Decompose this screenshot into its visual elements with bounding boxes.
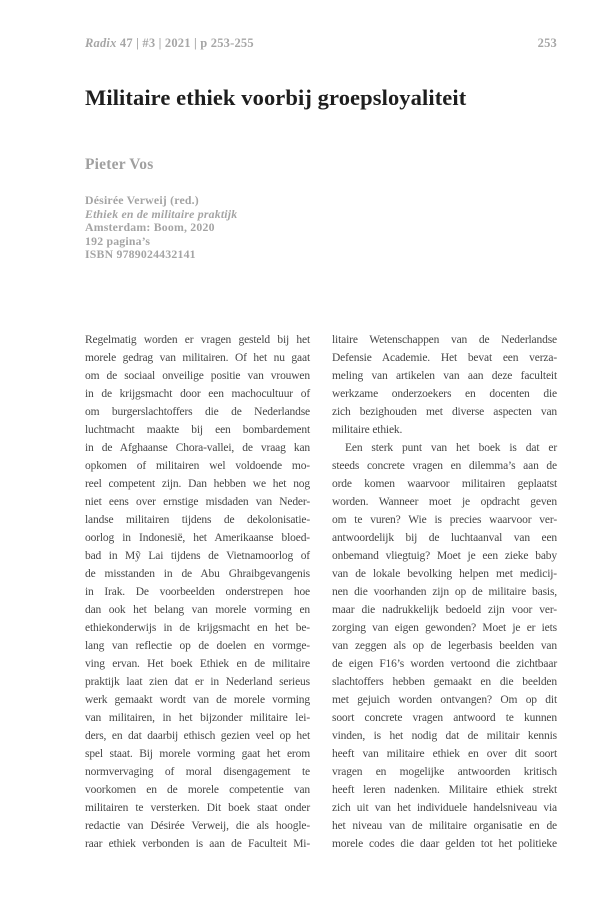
text-line: maar die nadrukkelijk bedoeld zijn voor ver- <box>332 603 557 616</box>
text-line: luchtmacht maakte bij een bombardement <box>85 423 310 436</box>
book-publisher: Amsterdam: Boom, 2020 <box>85 220 215 235</box>
review-right-column <box>332 331 557 853</box>
text-line: orde komen waarvoor militairen geplaatst <box>332 477 557 490</box>
author-name: Pieter Vos <box>85 156 154 173</box>
text-line: Een sterk punt van het boek is dat er <box>345 441 557 454</box>
text-line: lang van reflectie op de doelen en vormge- <box>85 639 310 652</box>
review-body <box>85 331 557 853</box>
review-left-column <box>85 331 310 853</box>
text-line: werkzame onderzoekers en docenten die <box>332 387 557 400</box>
text-line: oorlog in Indonesië, het Amerikaanse bloed- <box>85 531 310 544</box>
text-line: van de lokale bevolking helpen met medicij- <box>332 567 557 580</box>
text-line: het niveau van de militaire organisatie en de <box>332 819 557 832</box>
book-info-block <box>85 194 557 262</box>
text-line: om te vuren? Wie is precies waarvoor ver- <box>332 513 557 526</box>
text-line: voorkomen en de morele competentie van <box>85 783 310 796</box>
text-line: Defensie Academie. Het bevat een verza- <box>332 351 557 364</box>
page-number: 253 <box>537 36 557 50</box>
text-line: bad in Mỹ Lai tijdens de Vietnamoorlog of <box>85 549 310 562</box>
text-line: steeds concrete vragen en dilemma’s aan de <box>332 459 557 472</box>
text-line: van militairen, in het bijzonder militaire lei- <box>85 711 310 724</box>
text-line: nen die voorhanden zijn op de militaire basis, <box>332 585 557 598</box>
text-line: onbemand vliegtuig? Moet je een zieke baby <box>332 549 557 562</box>
text-line: ethiekonderwijs in de krijgsmacht en het be- <box>85 621 310 634</box>
book-editor: Désirée Verweij (red.) <box>85 193 199 207</box>
text-line: opkomen of militairen wel voldoende mo- <box>85 459 310 472</box>
journal-issue-meta: 47 | #3 | 2021 | p 253-255 <box>116 36 254 50</box>
journal-name: Radix <box>85 36 117 50</box>
text-line: heeft leren nadenken. Militaire ethiek strekt <box>332 783 557 796</box>
text-line: reel competent zijn. Dan hebben we het nog <box>85 477 310 490</box>
text-line: redactie van Désirée Verweij, die als hoogle- <box>85 819 310 832</box>
text-line: normvervaging of moral disengagement te <box>85 765 310 778</box>
text-line: vinden, is het nodig dat de militair kennis <box>332 729 557 742</box>
text-line: werk gemaakt wordt van de morele vorming <box>85 693 310 706</box>
text-line: slachtoffers hebben gemaakt en die beelden <box>332 675 557 688</box>
text-line: vragen en mogelijke antwoorden kritisch <box>332 765 557 778</box>
text-line: zich uit van het individuele handelsniveau via <box>332 801 557 814</box>
text-line: landse militairen tijdens de dekolonisatie- <box>85 513 310 526</box>
text-line: militairen te versterken. Dit boek staat onder <box>85 801 310 814</box>
text-line: raar ethiek verbonden is aan de Faculteit Mi- <box>85 837 310 850</box>
text-line: om burgerslachtoffers die de Nederlandse <box>85 405 310 418</box>
text-line: in de krijgsmacht door een machocultuur of <box>85 387 310 400</box>
text-line: morele gedrag van militairen. Of het nu gaat <box>85 351 310 364</box>
text-line: zich bezighouden met diverse aspecten van <box>332 405 557 418</box>
book-page-count: 192 pagina’s <box>85 233 151 248</box>
text-line: Regelmatig worden er vragen gesteld bij het <box>85 333 310 346</box>
text-line: in de Afghaanse Chora-vallei, de vraag kan <box>85 441 310 454</box>
text-line: meling van artikelen van aan deze faculteit <box>332 369 557 382</box>
text-line: zorging van eigen gewonden? Moet je er iets <box>332 621 557 634</box>
book-title: Ethiek en de militaire praktijk <box>85 206 238 221</box>
text-line: om de sociaal onveilige positie van vrouwen <box>85 369 310 382</box>
text-line: ders, en dat daarbij ethisch gezien veel op het <box>85 729 310 742</box>
journal-header <box>85 36 557 51</box>
text-line: antwoordelijk bij de luchtaanval van een <box>332 531 557 544</box>
text-line: de eigen F16’s worden vertoond die zichtbaar <box>332 657 557 670</box>
text-line: soort concrete vragen antwoord te kunnen <box>332 711 557 724</box>
text-line: heeft van militaire ethiek en over dit soort <box>332 747 557 760</box>
text-line: morele codes die daar gelden tot het politieke <box>332 837 557 850</box>
journal-issue-info <box>85 36 254 51</box>
text-line: worden. Wanneer moet je opdracht geven <box>332 495 557 508</box>
text-line: van zeggen als op de legerbasis beelden van <box>332 639 557 652</box>
text-line: ving ervan. Het boek Ethiek en de militaire <box>85 657 310 670</box>
text-line: praktijk laat zien dat er in Nederland serieus <box>85 675 310 688</box>
text-line: litaire Wetenschappen van de Nederlandse <box>332 333 557 346</box>
text-line: niet eens over ernstige misdaden van Neder- <box>85 495 310 508</box>
text-line: dan ook het belang van morele vorming en <box>85 603 310 616</box>
text-line: met gejuich worden ontvangen? Om op dit <box>332 693 557 706</box>
text-line: spel staat. Bij morele vorming gaat het erom <box>85 747 310 760</box>
text-line: militaire ethiek. <box>332 423 403 436</box>
article-title: Militaire ethiek voorbij groepsloyaliteit <box>85 85 467 110</box>
text-line: in Irak. De voorbeelden onderstrepen hoe <box>85 585 310 598</box>
book-isbn: ISBN 9789024432141 <box>85 247 196 262</box>
text-line: de misstanden in de Abu Ghraibgevangenis <box>85 567 310 580</box>
